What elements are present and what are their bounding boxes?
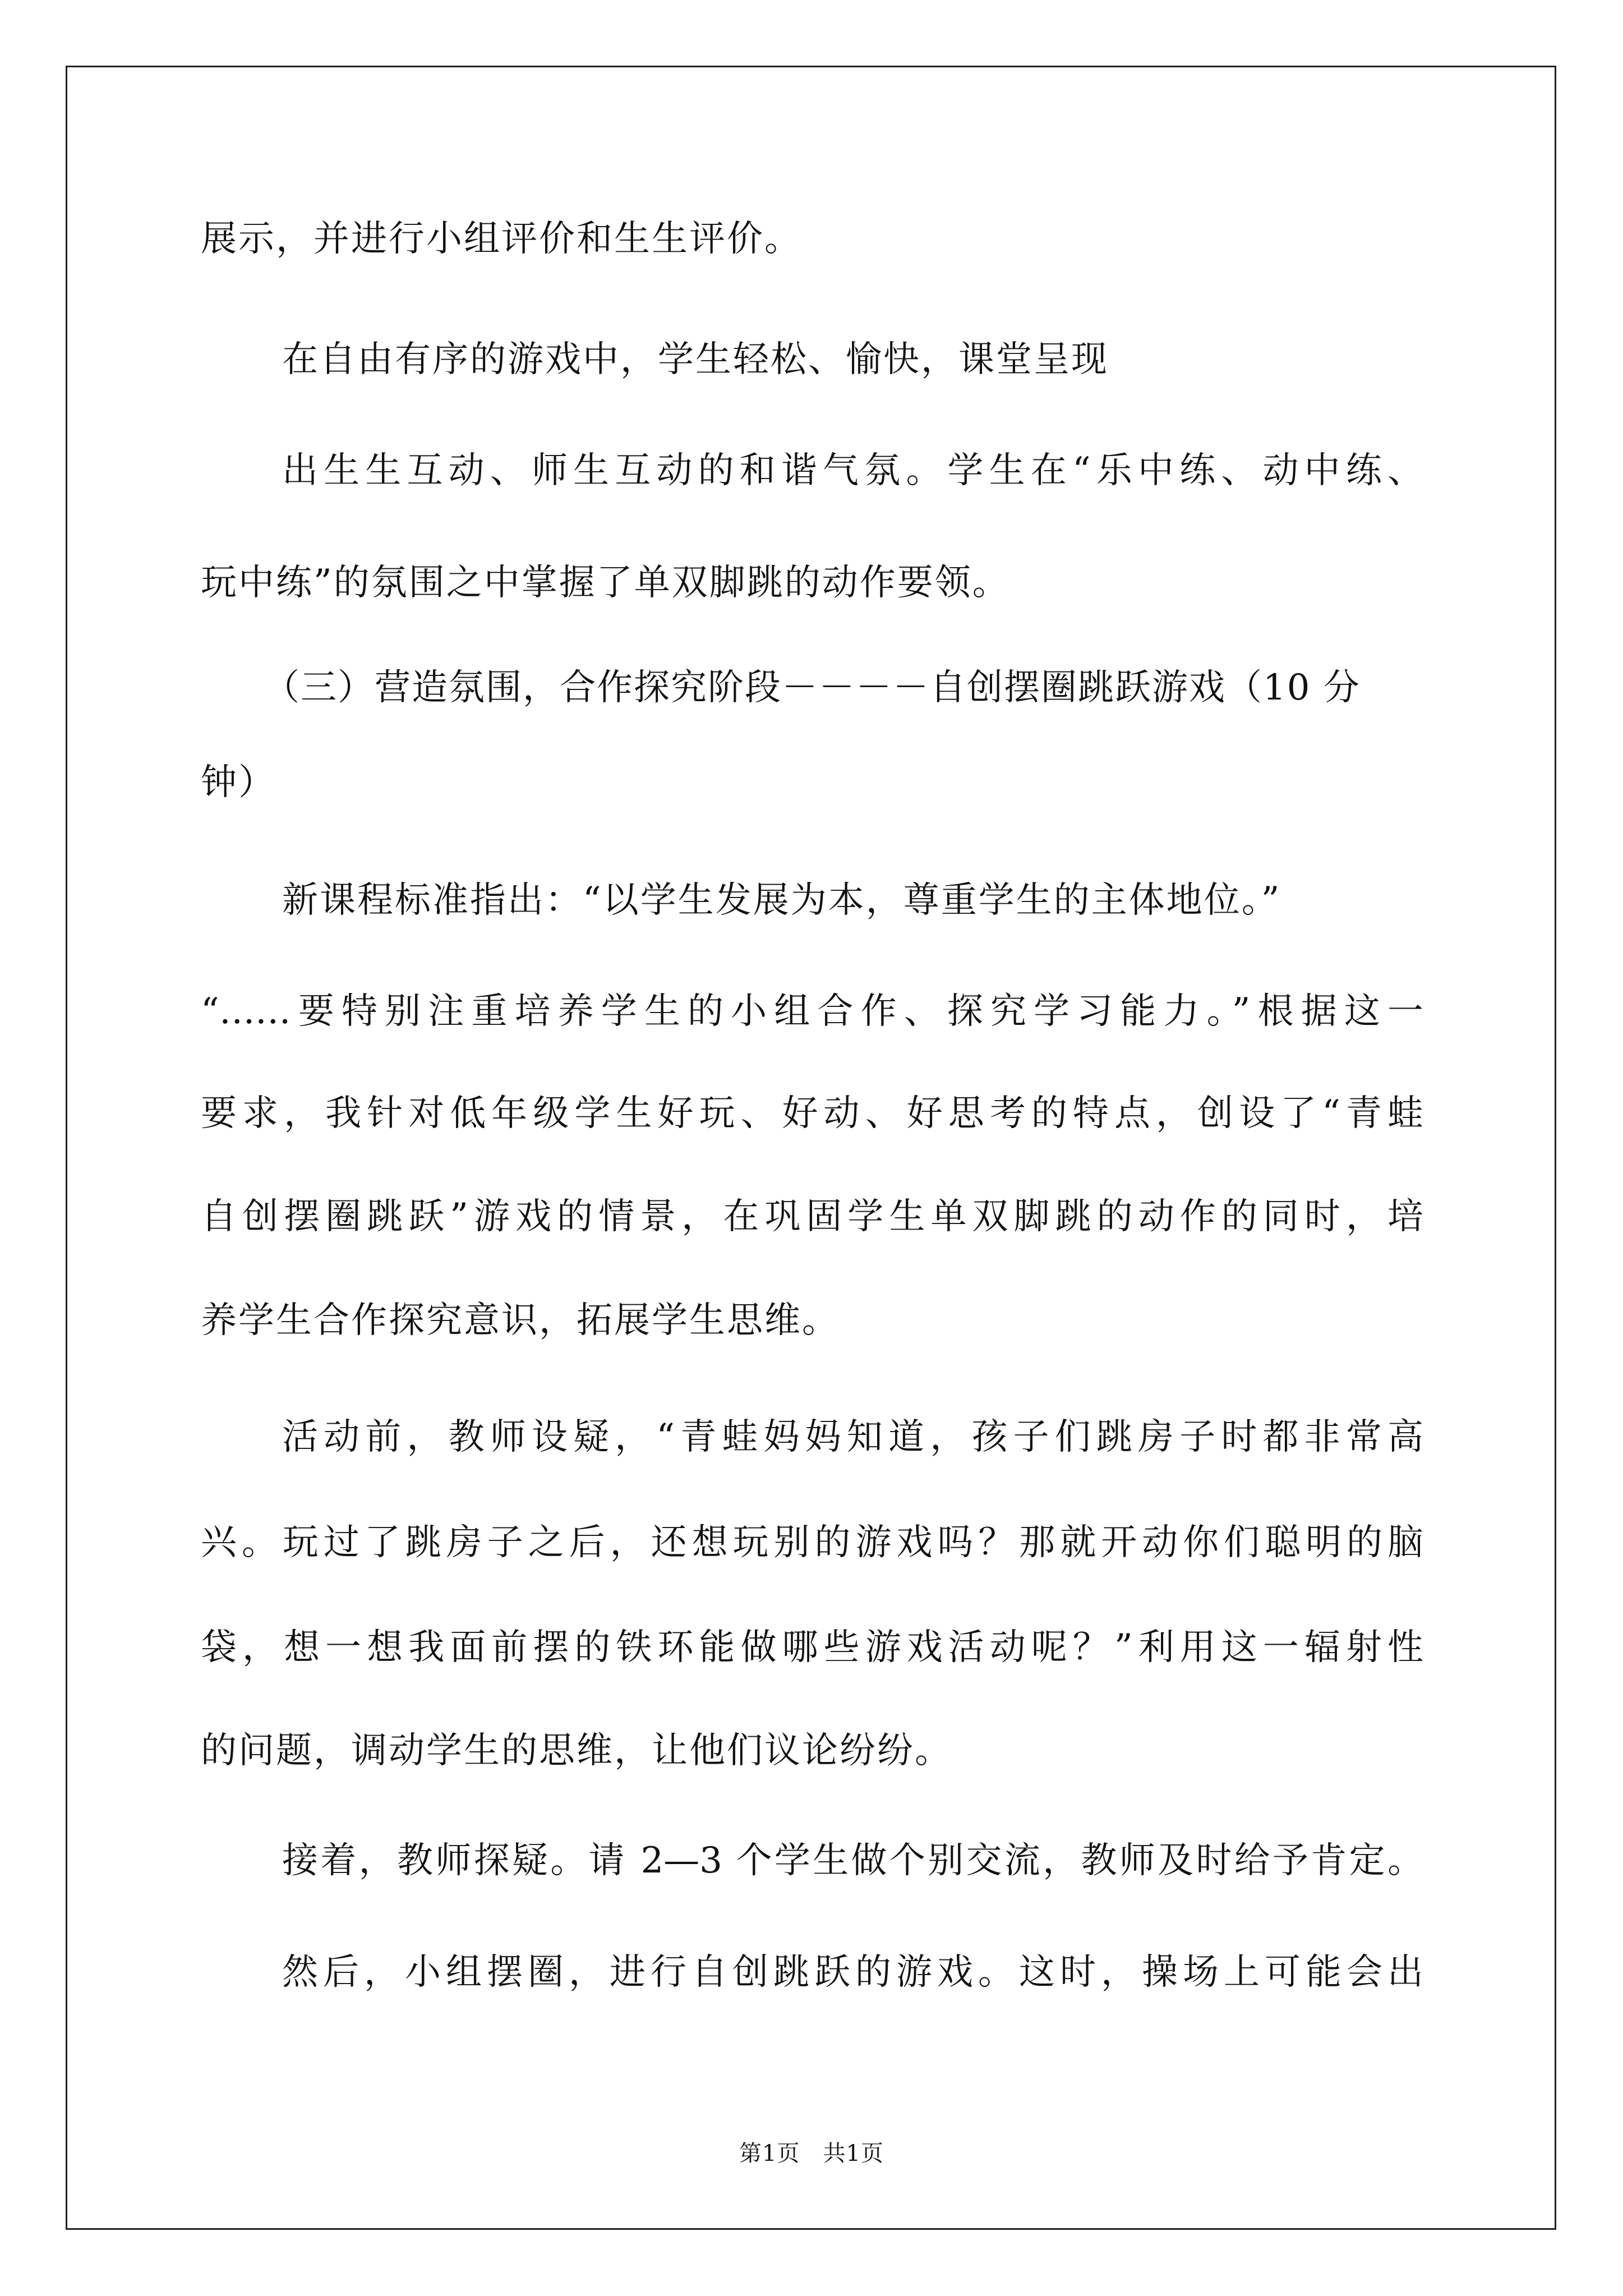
text-line-15: 的问题，调动学生的思维，让他们议论纷纷。 [201,1730,952,1772]
text-line-1: 展示，并进行小组评价和生生评价。 [201,218,802,260]
text-line-10: 自创摆圈跳跃”游戏的情景，在巩固学生单双脚跳的动作的同时，培 [201,1196,1423,1237]
text-line-11: 养学生合作探究意识，拓展学生思维。 [201,1300,840,1341]
text-line-16: 接着，教师探疑。请 2—3 个学生做个别交流，教师及时给予肯定。 [282,1840,1423,1881]
section-heading: （三）营造氛围，合作探究阶段－－－－自创摆圈跳跃游戏（10 分 [264,667,1361,708]
page-footer: 第1页 共1页 [739,2141,884,2166]
text-line-7: 新课程标准指出：“以学生发展为本，尊重学生的主体地位。” [282,880,1281,921]
text-line-4: 玩中练”的氛围之中掌握了单双脚跳的动作要领。 [201,562,1010,604]
text-line-13: 兴。玩过了跳房子之后，还想玩别的游戏吗？那就开动你们聪明的脑 [201,1522,1423,1563]
text-line-6: 钟） [201,762,276,803]
text-line-2: 在自由有序的游戏中，学生轻松、愉快，课堂呈现 [282,339,1109,380]
text-line-17: 然后，小组摆圈，进行自创跳跃的游戏。这时，操场上可能会出 [282,1952,1423,1993]
text-line-8: “……要特别注重培养学生的小组合作、探究学习能力。”根据这一 [201,991,1423,1032]
text-line-3: 出生生互动、师生互动的和谐气氛。学生在“乐中练、动中练、 [282,450,1423,491]
text-line-12: 活动前，教师设疑，“青蛙妈妈知道，孩子们跳房子时都非常高 [282,1416,1423,1458]
text-line-14: 袋，想一想我面前摆的铁环能做哪些游戏活动呢？”利用这一辐射性 [201,1627,1423,1668]
page-border [66,66,1556,2230]
text-line-9: 要求，我针对低年级学生好玩、好动、好思考的特点，创设了“青蛙 [201,1093,1423,1134]
